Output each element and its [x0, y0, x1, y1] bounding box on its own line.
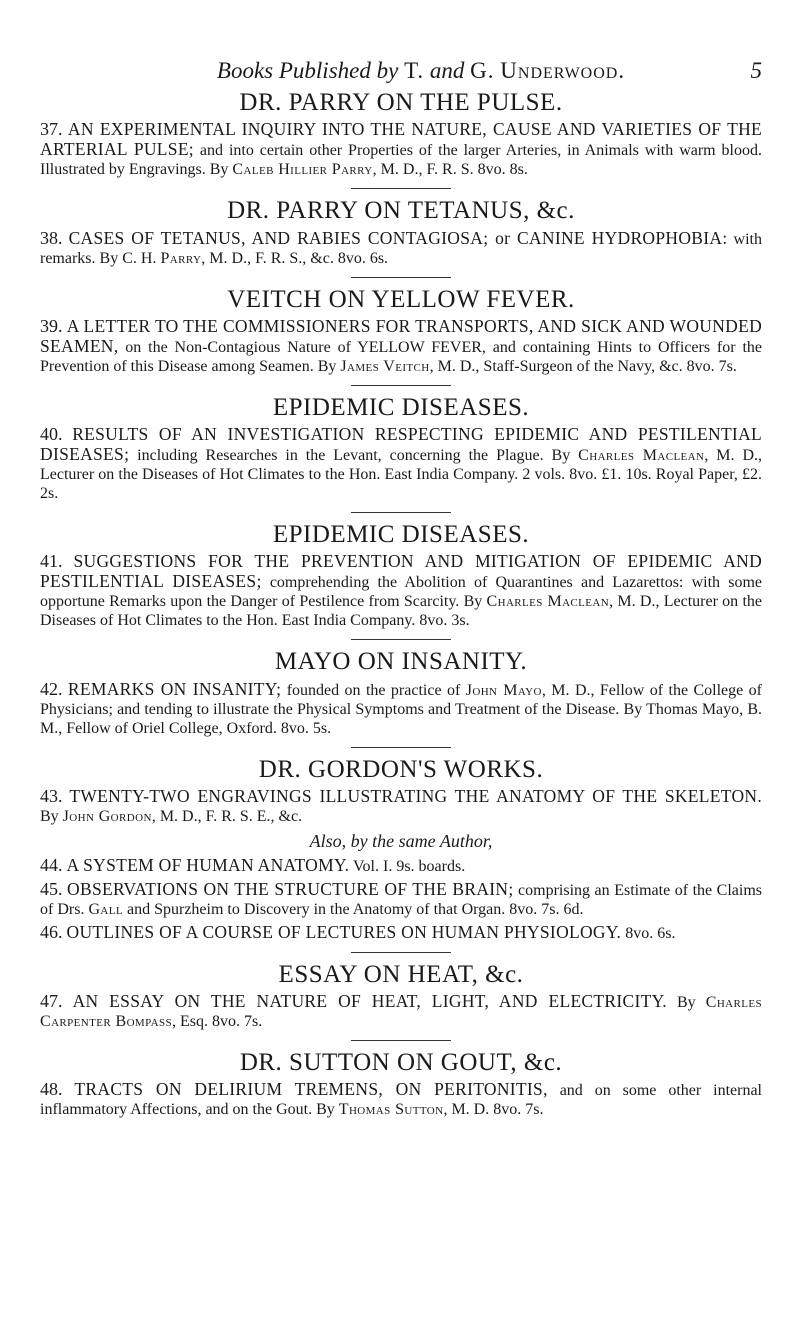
section-parry-tetanus	[40, 198, 762, 267]
section-heading: EPIDEMIC DISEASES.	[272, 393, 530, 421]
entry-title: A LETTER TO THE COMMISSIONERS FOR TRANSPORTS, AND SICK AND WOUNDED SEAMEN,	[40, 315, 763, 356]
section-heading: MAYO ON INSANITY.	[274, 648, 528, 676]
entry-number: 48.	[40, 1079, 63, 1100]
entry-text: and into certain other Properties of the larger Arteries, in Animals with warm blood. Illustrated by Engravings. By	[40, 142, 763, 179]
book-entry-42	[40, 680, 762, 738]
entry-number: 44.	[40, 854, 63, 875]
section-heading: DR. PARRY ON TETANUS, &c.	[227, 197, 575, 225]
book-entry-46	[40, 923, 762, 943]
running-head-t: T.	[404, 58, 425, 83]
entry-text: founded on the practice of	[281, 681, 466, 699]
entry-text: and on some other internal inflammatory Affections, and on the Gout. By	[40, 1082, 762, 1119]
entry-title: TRACTS ON DELIRIUM TREMENS, ON PERITONITIS,	[74, 1079, 548, 1100]
entry-text: on the Non-Contagious Nature of YELLOW FEVER, and containing Hints to Officers for the Prevention of this Disease among Seamen. By	[40, 338, 762, 375]
book-entry-45	[40, 880, 762, 919]
book-entry-39	[40, 317, 762, 376]
entry-author: John Gordon	[62, 807, 152, 825]
entry-text: comprising an Estimate of the Claims of Drs.	[40, 881, 762, 918]
page-number: 5	[750, 58, 762, 83]
section-essay-heat	[40, 962, 762, 1031]
section-divider	[351, 188, 451, 189]
entry-text-end: , M. D., Staff-Surgeon of the Navy, &c. 8vo. 7s.	[429, 357, 737, 375]
entry-text: including Researches in the Levant, concerning the Plague. By	[129, 447, 579, 464]
book-entry-47	[40, 992, 762, 1031]
entry-title: CASES OF TETANUS, AND RABIES CONTAGIOSA; or CANINE HYDROPHOBIA:	[68, 227, 728, 248]
section-divider	[351, 512, 451, 513]
running-head-left: Books Published by	[216, 58, 399, 83]
entry-title: TWENTY-TWO ENGRAVINGS ILLUSTRATING THE ANATOMY OF THE SKELETON.	[69, 785, 763, 806]
section-heading: ESSAY ON HEAT, &c.	[278, 960, 524, 988]
entry-number: 45.	[40, 878, 63, 899]
entry-author: Gall	[88, 900, 123, 918]
section-divider	[351, 1040, 451, 1041]
book-entry-40	[40, 425, 762, 503]
entry-number: 41.	[40, 551, 63, 572]
entry-number: 47.	[40, 991, 63, 1011]
book-entry-41	[40, 552, 762, 630]
entry-number: 46.	[40, 921, 63, 942]
entry-title: AN EXPERIMENTAL INQUIRY INTO THE NATURE, CAUSE AND VARIETIES OF THE ARTERIAL PULSE;	[40, 119, 762, 160]
section-sutton-gout	[40, 1050, 762, 1119]
section-heading: DR. GORDON'S WORKS.	[258, 755, 544, 783]
entry-text-end: , M. D., F. R. S. 8vo. 8s.	[372, 161, 528, 179]
entry-number: 39.	[40, 315, 63, 336]
also-by-author: Also, by the same Author,	[309, 830, 493, 851]
entry-title: A SYSTEM OF HUMAN ANATOMY.	[66, 854, 350, 875]
section-divider	[351, 639, 451, 640]
entry-number: 38.	[40, 227, 63, 248]
section-parry-pulse	[40, 90, 762, 179]
running-head-and: and	[429, 58, 465, 83]
entry-author: Charles Carpenter Bompass	[40, 994, 763, 1030]
entry-text-end: , M. D., F. R. S., &c. 8vo. 6s.	[201, 249, 389, 267]
entry-title: OBSERVATIONS ON THE STRUCTURE OF THE BRAIN;	[67, 878, 514, 899]
entry-text: By	[40, 807, 63, 825]
entry-text: Vol. I. 9s. boards.	[349, 857, 466, 875]
entry-number: 43.	[40, 785, 63, 806]
entry-text-end: and Spurzheim to Discovery in the Anatomy of that Organ. 8vo. 7s. 6d.	[122, 900, 584, 918]
section-divider	[351, 747, 451, 748]
section-heading: VEITCH ON YELLOW FEVER.	[227, 285, 575, 313]
entry-text-end: , M. D., Lecturer on the Diseases of Hot Climates to the Hon. East India Company. 8vo. 3s.	[40, 593, 763, 630]
book-entry-44	[40, 856, 762, 876]
entry-author: James Veitch	[340, 357, 430, 375]
running-head	[80, 58, 762, 84]
section-gordon-works	[40, 757, 762, 943]
section-divider	[351, 952, 451, 953]
section-mayo-insanity	[40, 649, 762, 737]
section-heading: DR. PARRY ON THE PULSE.	[239, 89, 563, 116]
section-divider	[351, 385, 451, 386]
entry-author: Charles Maclean	[486, 593, 610, 611]
book-entry-43	[40, 787, 762, 826]
entry-title: REMARKS ON INSANITY;	[67, 678, 282, 699]
entry-text: comprehending the Abolition of Quarantines and Lazarettos: with some opportune Remarks upon the Danger of Pestilence from Scarcity. By	[40, 574, 762, 611]
entry-number: 40.	[40, 424, 63, 444]
book-entry-37	[40, 120, 762, 179]
book-entry-48	[40, 1080, 762, 1119]
section-veitch-yellow-fever	[40, 287, 762, 376]
entry-text: By	[666, 994, 706, 1011]
entry-number: 42.	[40, 678, 63, 699]
entry-title: SUGGESTIONS FOR THE PREVENTION AND MITIGATION OF EPIDEMIC AND PESTILENTIAL DISEASES;	[40, 551, 763, 592]
entry-number: 37.	[40, 119, 63, 140]
entry-text-end: , M. D. 8vo. 7s.	[443, 1101, 544, 1119]
entry-text: with remarks. By C. H.	[40, 230, 762, 267]
entry-author: Caleb Hillier Parry	[232, 161, 373, 179]
running-head-publisher: Underwood.	[500, 58, 626, 83]
entry-text-end: , M. D., Lecturer on the Diseases of Hot Climates to the Hon. East India Company. 2 vols. 8vo. £1. 10s. Royal Paper, £2. 2s.	[40, 447, 763, 502]
section-heading: EPIDEMIC DISEASES.	[272, 521, 530, 548]
section-divider	[351, 277, 451, 278]
section-epidemic-1	[40, 395, 762, 503]
entry-author: John Mayo	[465, 681, 542, 699]
book-entry-38	[40, 229, 762, 268]
entry-text: 8vo. 6s.	[621, 924, 676, 942]
entry-text-end: , M. D., Fellow of the College of Physicians; and tending to illustrate the Physical Symptoms and Treatment of the Disease. By Thomas Mayo, B. M., Fellow of Oriel College, Oxford. 8vo. 5s.	[40, 681, 763, 737]
entry-author: Parry	[160, 249, 202, 267]
entry-text-end: , M. D., F. R. S. E., &c.	[151, 807, 303, 825]
entry-author: Thomas Sutton	[338, 1101, 444, 1119]
section-epidemic-2	[40, 522, 762, 630]
running-head-g: G.	[470, 58, 495, 83]
entry-title: OUTLINES OF A COURSE OF LECTURES ON HUMAN PHYSIOLOGY.	[66, 921, 622, 942]
entry-title: AN ESSAY ON THE NATURE OF HEAT, LIGHT, AND ELECTRICITY.	[72, 991, 667, 1011]
entry-text-end: , Esq. 8vo. 7s.	[172, 1013, 263, 1030]
entry-title: RESULTS OF AN INVESTIGATION RESPECTING EPIDEMIC AND PESTILENTIAL DISEASES;	[40, 424, 762, 464]
section-heading: DR. SUTTON ON GOUT, &c.	[239, 1049, 563, 1076]
entry-author: Charles Maclean	[578, 447, 705, 464]
